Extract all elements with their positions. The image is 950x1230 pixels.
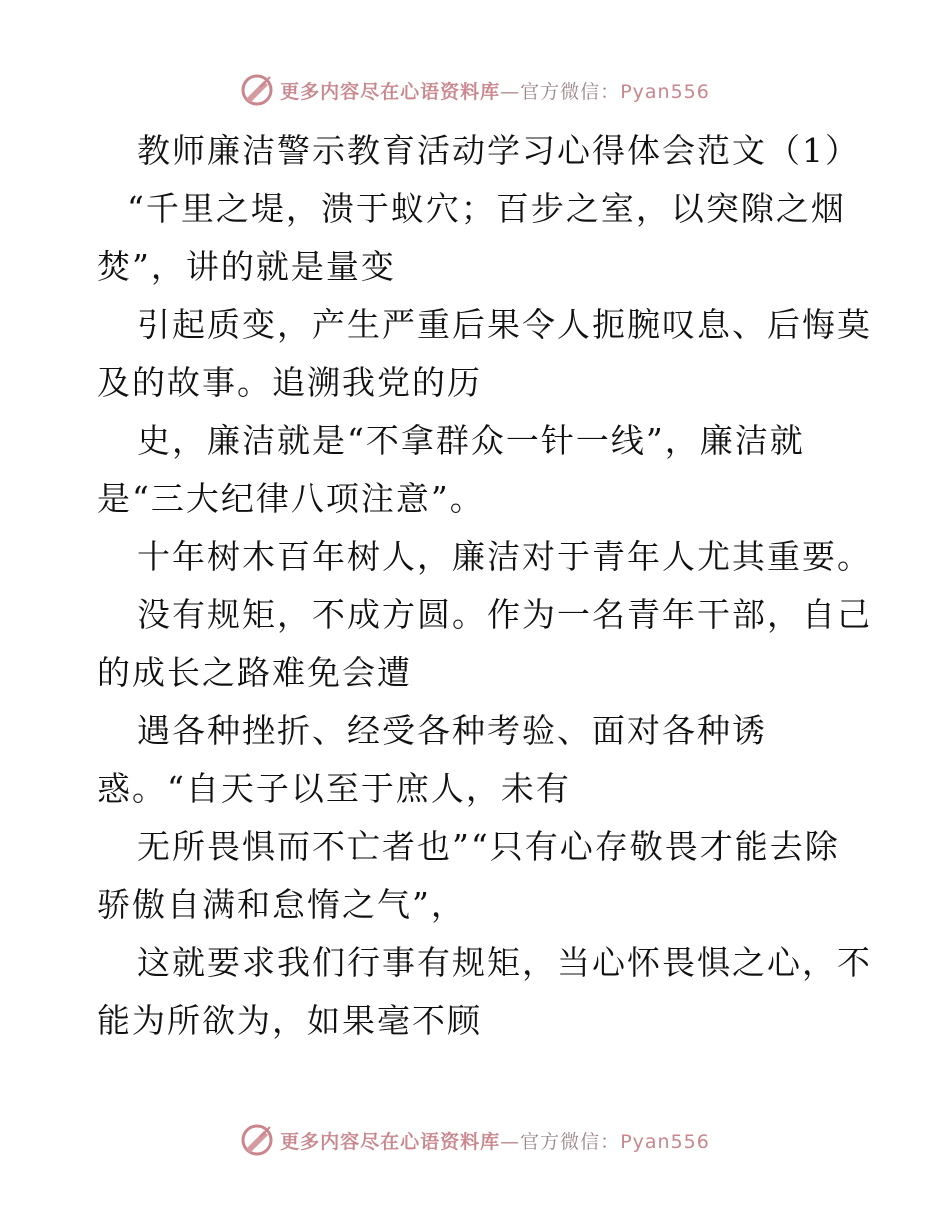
paragraph-line: 这就要求我们行事有规矩，当心怀畏惧之心，不 [137,943,872,982]
footer-watermark [0,1120,950,1160]
paragraph-line: 十年树木百年树人，廉洁对于青年人尤其重要。 [137,537,872,576]
paragraph-line: 是“三大纪律八项注意”。 [97,479,485,518]
paragraph-line: 史，廉洁就是“不拿群众一针一线”，廉洁就 [137,421,805,460]
watermark-text: 更多内容尽在心语资料库—官方微信：Pyan556 [280,1130,710,1153]
document-body [97,122,872,1050]
pen-logo-icon [240,73,274,107]
paragraph-line: 没有规矩，不成方圆。作为一名青年干部，自己 [137,595,872,634]
pen-logo-icon [240,1123,274,1157]
paragraph-line: 能为所欲为，如果毫不顾 [97,1001,482,1040]
paragraph-line: 焚”，讲的就是量变 [97,247,396,286]
paragraph-line: 遇各种挫折、经受各种考验、面对各种诱 [137,711,767,750]
header-watermark [0,70,950,110]
document-title: 教师廉洁警示教育活动学习心得体会范文（1） [137,131,860,170]
paragraph-line: 惑。“自天子以至于庶人，未有 [97,769,571,808]
paragraph-line: 引起质变，产生严重后果令人扼腕叹息、后悔莫 [137,305,872,344]
paragraph-line: 骄傲自满和怠惰之气”， [97,885,466,924]
paragraph-line: 的成长之路难免会遭 [97,653,412,692]
paragraph-line: “千里之堤，溃于蚁穴；百步之室，以突隙之烟 [127,189,846,228]
paragraph-line: 及的故事。追溯我党的历 [97,363,482,402]
paragraph-line: 无所畏惧而不亡者也”“只有心存敬畏才能去除 [137,827,840,866]
watermark-text: 更多内容尽在心语资料库—官方微信：Pyan556 [280,80,710,103]
